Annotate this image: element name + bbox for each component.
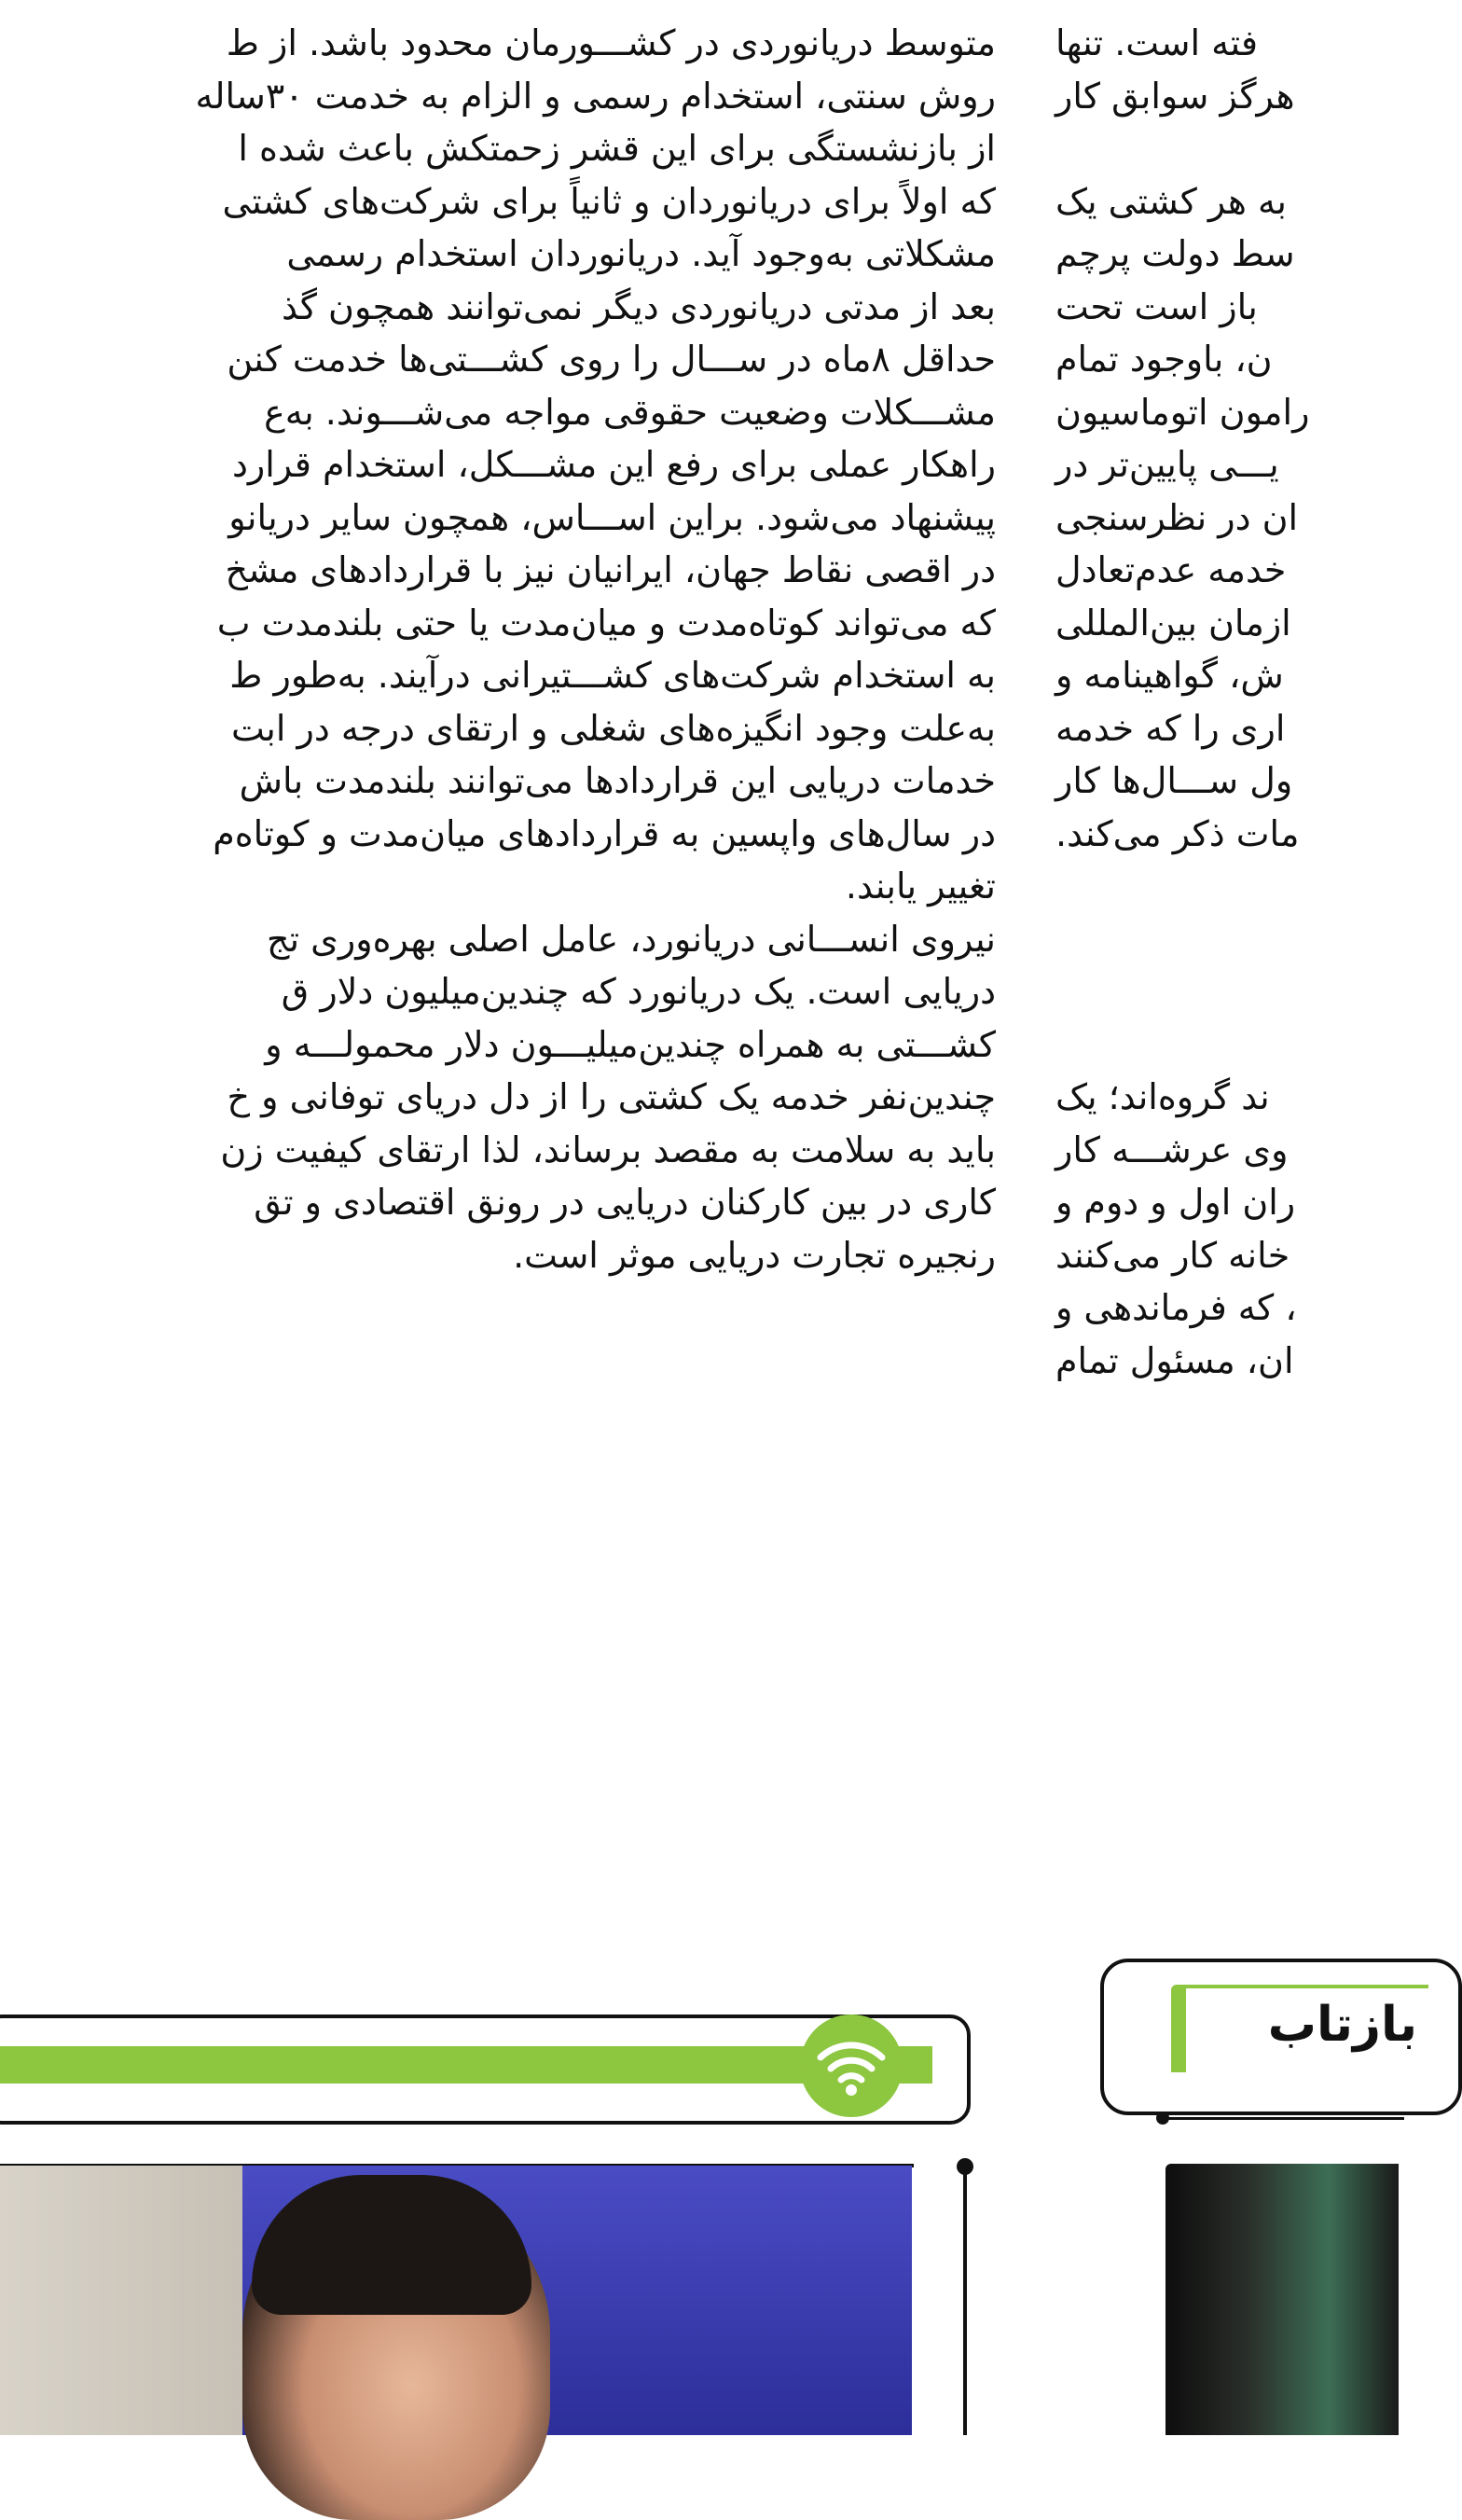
text-line: فته است. تنها bbox=[1055, 22, 1259, 63]
text-line: ول ســـال‌ها کار bbox=[1055, 760, 1293, 801]
text-line: در اقصی نقاط جهان، ایرانیان نیز با قراردادهای مشخ bbox=[225, 549, 996, 590]
text-line: مات ذکر می‌کند. bbox=[1055, 812, 1300, 854]
text-line: تغییر یابند. bbox=[845, 865, 996, 907]
text-line: ران اول و دوم و bbox=[1055, 1182, 1296, 1223]
text-line: کاری در بین کارکنان دریایی در رونق اقتصادی و تق bbox=[254, 1182, 996, 1223]
text-line: هرگز سوابق کار bbox=[1055, 75, 1295, 117]
text-line: باز است تحت bbox=[1055, 285, 1258, 327]
text-line: ان، مسئول تمام bbox=[1055, 1339, 1294, 1381]
text-line: که اولاً برای دریانوردان و ثانیاً برای شرکت‌های کشتی bbox=[222, 180, 996, 222]
text-line: ، که فرماندهی و bbox=[1055, 1287, 1297, 1328]
column-rule-dot bbox=[957, 2158, 973, 2175]
text-line: که می‌تواند کوتاه‌مدت و میان‌مدت یا حتی بلندمدت ب bbox=[216, 602, 996, 644]
feedback-section-title: بازتاب bbox=[1267, 1997, 1417, 2053]
text-line: کشـــتی به همراه چندین‌میلیـــون دلار محمولـــه و bbox=[265, 1023, 996, 1065]
text-line: به هر کشتی یک bbox=[1055, 180, 1287, 222]
section-banner-strip bbox=[0, 2046, 932, 2084]
text-line: روش سنتی، استخدام رسمی و الزام به خدمت ۳۰ساله bbox=[195, 75, 996, 117]
text-line: خدمات دریایی این قراردادها می‌توانند بلندمدت باش bbox=[239, 760, 996, 801]
article-paragraph-1 bbox=[0, 17, 996, 913]
text-line: ان در نظرسنجی bbox=[1055, 496, 1299, 538]
text-line: ن، باوجود تمام bbox=[1055, 339, 1273, 380]
text-line: رامون اتوماسیون bbox=[1055, 391, 1310, 433]
text-line: راهکار عملی برای رفع این مشـــکل، استخدام قرارد bbox=[231, 444, 996, 485]
text-line: از بازنشستگی برای این قشر زحمتکش باعث شده ا bbox=[238, 128, 996, 169]
text-line: به‌علت وجود انگیزه‌های شغلی و ارتقای درجه در ابت bbox=[230, 707, 996, 749]
paragraph-gap bbox=[1055, 122, 1399, 175]
photo-wall bbox=[0, 2166, 242, 2435]
column-rule bbox=[963, 2166, 967, 2435]
text-line: خدمه عدم‌تعادل bbox=[1055, 549, 1287, 590]
feedback-photo bbox=[1165, 2164, 1399, 2435]
side-article-column bbox=[1055, 17, 1399, 1387]
paragraph-gap bbox=[1055, 860, 1399, 1071]
text-line: چندین‌نفر خدمه یک کشتی را از دل دریای توفانی و خ bbox=[227, 1076, 996, 1117]
text-line: حداقل ۸ماه در ســـال را روی کشـــتی‌ها خدمت کنن bbox=[227, 339, 996, 380]
text-line: رنجیره تجارت دریایی موثر است. bbox=[513, 1234, 996, 1276]
text-line: خانه کار می‌کنند bbox=[1055, 1234, 1290, 1276]
text-line: وی عرشـــه کار bbox=[1055, 1128, 1289, 1170]
text-line: به استخدام شرکت‌های کشـــتیرانی درآیند. به‌طور ط bbox=[229, 655, 996, 696]
text-line: پیشنهاد می‌شود. براین اســـاس، همچون سایر دریانو bbox=[228, 496, 996, 538]
text-line: نیروی انســـانی دریانورد، عامل اصلی بهره‌وری تج bbox=[267, 918, 996, 960]
text-line: مشـــکلات وضعیت حقوقی مواجه می‌شـــوند. به‌ع bbox=[264, 391, 996, 433]
text-line: بعد از مدتی دریانوردی دیگر نمی‌توانند همچون گذ bbox=[281, 285, 996, 327]
text-line: باید به سلامت به مقصد برساند، لذا ارتقای کیفیت زن bbox=[220, 1128, 996, 1170]
article-photo bbox=[0, 2166, 912, 2435]
text-line: اری را که خدمه bbox=[1055, 707, 1286, 749]
wifi-icon bbox=[800, 2015, 903, 2117]
text-line: در سال‌های واپسین به قراردادهای میان‌مدت و کوتاه‌م bbox=[213, 812, 996, 854]
main-article-column bbox=[0, 17, 996, 1281]
article-paragraph-2 bbox=[0, 913, 996, 1282]
text-line: ازمان بین‌المللی bbox=[1055, 602, 1291, 644]
text-line: ند گروه‌اند؛ یک bbox=[1055, 1076, 1270, 1117]
text-line: سط دولت پرچم bbox=[1055, 233, 1295, 274]
text-line: متوسط دریانوردی در کشـــورمان محدود باشد. از ط bbox=[226, 22, 996, 63]
text-line: ش، گواهینامه و bbox=[1055, 655, 1284, 696]
text-line: مشکلاتی به‌وجود آید. دریانوردان استخدام رسمی bbox=[286, 233, 996, 274]
feedback-rule bbox=[1162, 2117, 1404, 2120]
text-line: دریایی است. یک دریانورد که چندین‌میلیون دلار ق bbox=[281, 971, 996, 1012]
text-line: یـــی پایین‌تر در bbox=[1055, 444, 1279, 485]
